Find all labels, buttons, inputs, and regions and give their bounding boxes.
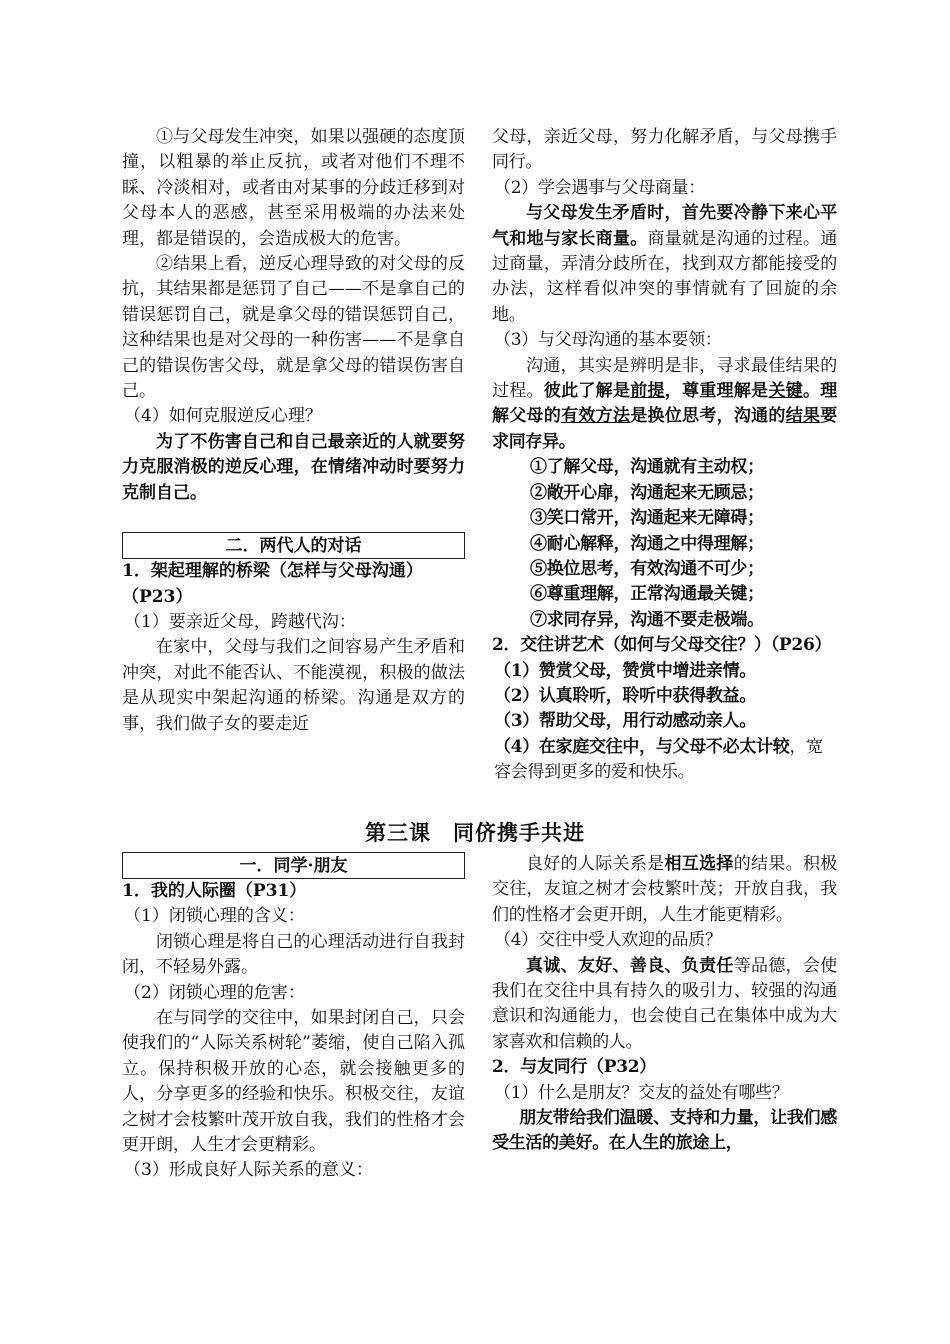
question-approach-parents: （1）要亲近父母，跨越代沟：: [124, 611, 356, 632]
tip-tolerance: [492, 735, 837, 786]
column-top-right: [492, 125, 837, 786]
answer-bold-part: 相互选择: [664, 854, 734, 874]
answer-bold-part: 要求同存异。: [492, 406, 837, 452]
heading-art-of-interaction: 2．交往讲艺术（如何与父母交往？）（P26）: [492, 635, 832, 656]
answer-bold-part: 与父母发生矛盾时，首先要冷静下来心平气和地与家长商量。: [492, 203, 837, 249]
answer-communication-essentials: [492, 354, 837, 456]
section-box-classmates-friends: 一．同学·朋友: [122, 852, 465, 879]
list-item: ⑦求同存异，沟通不要走极端。: [530, 609, 764, 630]
question-discuss-with-parents: （2）学会遇事与父母商量：: [494, 177, 705, 198]
answer-plain-part: 商量就是沟通的过程。通过商量，弄清分歧所在，找到双方都能接受的办法，这样看似冲突的事情就有了回旋的余地。: [492, 228, 837, 325]
spacer: [122, 506, 465, 532]
section-box-two-generations: 二．两代人的对话: [122, 532, 465, 559]
answer-overcome-rebellion: 为了不伤害自己和自己最亲近的人就要努力克服消极的逆反心理，在情绪冲动时要努力克制自己。: [122, 431, 465, 503]
question-closed-mind-meaning: （1）闭锁心理的含义：: [124, 906, 305, 927]
list-item: ①了解父母，沟通就有主动权；: [530, 457, 764, 478]
list-item: ②敞开心扉，沟通起来无顾忌；: [530, 482, 764, 503]
answer-good-relations-meaning: [492, 852, 837, 928]
answer-plain-part: 等品德，会使我们在交往中具有持久的吸引力、较强的沟通意识和沟通能力，也会使自己在集体中成为大家喜欢和信赖的人。: [492, 955, 837, 1052]
answer-closed-mind-harm: 在与同学的交往中，如果封闭自己，只会使我们的“人际关系树轮”萎缩，使自己陷入孤立。保持积极开放的心态，就会接触更多的人，分享更多的经验和快乐。积极交往，友谊之树才会枝繁叶茂开放自我，我们的性格才会更开朗，人生才会更精彩。: [122, 1008, 465, 1156]
answer-bold-part: 。理解父母的: [492, 381, 838, 427]
question-welcome-qualities: （4）交往中受人欢迎的品质？: [494, 930, 722, 951]
answer-bold-part: 是换位思考，沟通的: [630, 406, 786, 427]
tip-help-parents: （3）帮助父母，用行动感动亲人。: [494, 711, 757, 732]
answer-closed-mind-meaning: 闭锁心理是将自己的心理活动进行自我封闭，不轻易外露。: [122, 931, 465, 978]
tip-listen: （2）认真聆听，聆听中获得教益。: [494, 685, 757, 706]
heading-walk-with-friends: 2．与友同行（P32）: [492, 1057, 656, 1078]
answer-underlined-term: 前提: [630, 381, 665, 402]
list-item: ④耐心解释，沟通之中得理解；: [530, 533, 764, 554]
paragraph-rebellion-result: ②结果上看，逆反心理导致的对父母的反抗，其结果都是惩罚了自己——不是拿自己的错误惩罚自己，就是拿父母的错误惩罚自己，这种结果也是对父母的一种伤害——不是拿自己的错误伤害父母，就是拿父母的错误伤害自己。: [122, 254, 465, 402]
answer-underlined-term: 有效方法: [561, 406, 631, 427]
column-bottom-right: [492, 852, 837, 1157]
answer-approach-parents: 在家中，父母与我们之间容易产生矛盾和冲突，对此不能否认、不能漠视，积极的做法是从现实中架起沟通的桥梁。沟通是双方的事，我们做子女的要走近: [122, 637, 465, 734]
answer-plain-part: 沟通，其实是辨明是非，寻求最佳结果的过程。: [492, 355, 837, 402]
answer-bold-part: 彼此了解是: [543, 381, 631, 402]
question-communication-essentials: （3）与父母沟通的基本要领：: [494, 330, 722, 351]
answer-bold-part: 真诚、友好、善良、负责任: [526, 955, 734, 976]
answer-underlined-term: 关键: [768, 381, 804, 402]
paragraph-continued: 父母，亲近父母，努力化解矛盾，与父母携手同行。: [492, 127, 837, 173]
heading-my-circle: 1．我的人际圈（P31）: [122, 881, 307, 901]
heading-bridge-of-understanding: 1．架起理解的桥梁（怎样与父母沟通）（P23）: [122, 561, 423, 607]
answer-plain-part: 良好的人际关系是: [526, 854, 665, 874]
answer-underlined-term: 结果: [785, 406, 821, 427]
list-item: ⑤换位思考，有效沟通不可少；: [530, 558, 764, 579]
list-item: ③笑口常开，沟通起来无障碍；: [530, 508, 764, 529]
list-item: ⑥尊重理解，正常沟通最关键；: [530, 584, 764, 605]
answer-welcome-qualities: [492, 954, 837, 1056]
tip-praise-parents: （1）赞赏父母，赞赏中增进亲情。: [494, 660, 757, 681]
question-overcome-rebellion: （4）如何克服逆反心理？: [124, 406, 322, 427]
answer-discuss-with-parents: [492, 201, 837, 328]
tip-plain-part: ，宽容会得到更多的爱和快乐。: [494, 736, 823, 783]
paragraph-conflict-harm: ①与父母发生冲突，如果以强硬的态度顶撞，以粗暴的举止反抗，或者对他们不理不睬、冷淡相对，或者由对某事的分歧迁移到对父母本人的恶感，甚至采用极端的办法来处理，都是错误的，会造成极大的危害。: [122, 127, 465, 249]
answer-bold-part: ，尊重理解是: [664, 381, 769, 402]
question-closed-mind-harm: （2）闭锁心理的危害：: [124, 982, 305, 1003]
lesson-title: 第三课 同侪携手共进: [365, 820, 585, 845]
column-bottom-left: [122, 852, 465, 1184]
question-good-relations-meaning: （3）形成良好人际关系的意义：: [124, 1160, 373, 1181]
column-top-left: [122, 125, 465, 737]
tip-bold-part: （4）在家庭交往中，与父母不必太计较: [494, 736, 790, 757]
answer-plain-part: 的结果。积极交往，友谊之树才会枝繁叶茂；开放自我，我们的性格才会更开朗，人生才能更精彩。: [492, 854, 837, 925]
question-what-is-friend: （1）什么是朋友？交友的益处有哪些？: [494, 1082, 789, 1103]
answer-what-is-friend: 朋友带给我们温暖、支持和力量，让我们感受生活的美好。在人生的旅途上，: [492, 1108, 837, 1154]
